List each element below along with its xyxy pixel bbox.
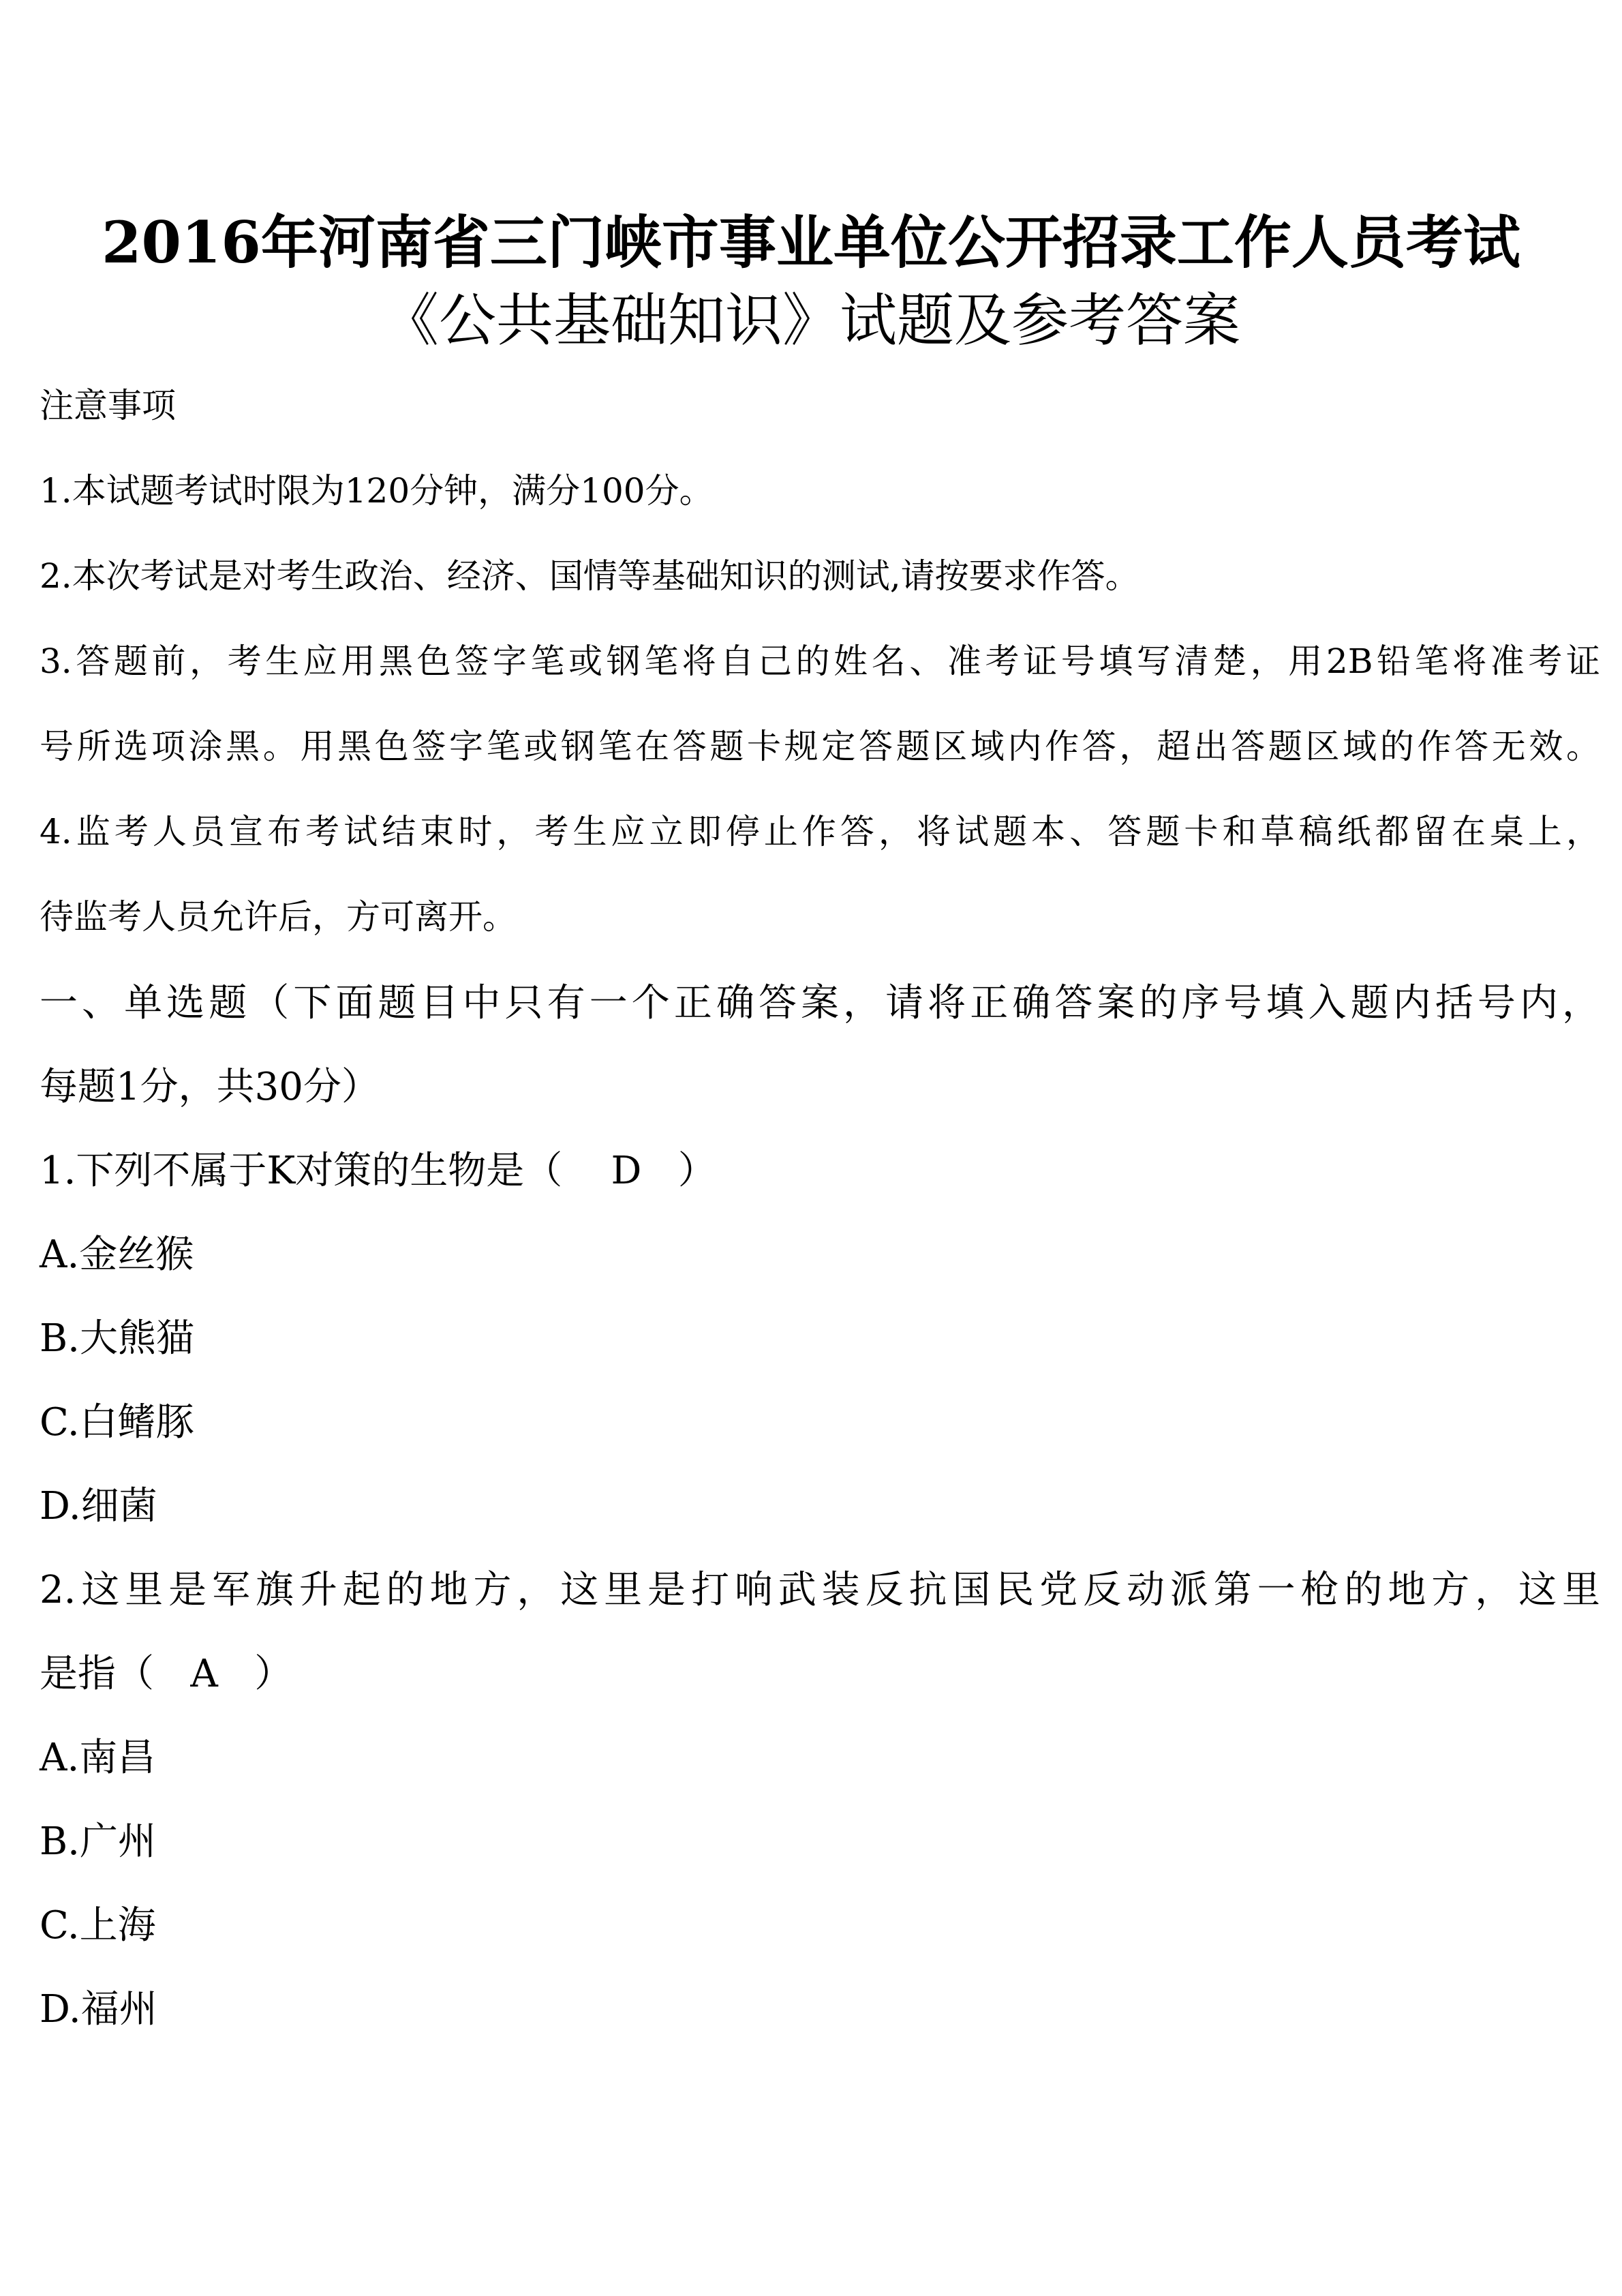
question-2-stem-line2 [40,1650,1600,1698]
notice-item-1: 1.本试题考试时限为120分钟，满分100分。 [40,471,714,511]
question-1-stem [40,1147,1600,1195]
question-1-option-c: C.白鳍豚 [40,1400,194,1445]
question-2-option-d: D.福州 [40,1987,157,2031]
question-1-answer: D [611,1149,642,1193]
question-1-close-paren: ） [677,1149,716,1193]
question-2-stem-text: 是指（ [40,1652,154,1696]
document-subtitle: 《公共基础知识》试题及参考答案 [381,287,1240,354]
question-2-close-paren: ） [254,1652,293,1696]
question-2-option-a: A.南昌 [40,1736,156,1780]
notice-item-3-line2: 号所选项涂黑。用黑色签字笔或钢笔在答题卡规定答题区域内作答，超出答题区域的作答无效。 [40,727,1600,766]
question-1-option-d: D.细菌 [40,1484,157,1528]
question-1-option-a: A.金丝猴 [40,1233,194,1277]
question-2-option-b: B.广州 [40,1819,156,1864]
notice-item-4-line2: 待监考人员允许后，方可离开。 [40,897,517,937]
question-1-option-b: B.大熊猫 [40,1316,194,1361]
question-2-answer: A [190,1652,218,1696]
notice-item-4-line1: 4.监考人员宣布考试结束时，考生应立即停止作答，将试题本、答题卡和草稿纸都留在桌上， [40,812,1600,851]
notice-item-3-line1: 3.答题前，考生应用黑色签字笔或钢笔将自己的姓名、准考证号填写清楚，用2B铅笔将准考证 [40,641,1600,681]
question-2-stem-line1: 2.这里是军旗升起的地方，这里是打响武装反抗国民党反动派第一枪的地方，这里 [40,1568,1600,1612]
question-2-option-c: C.上海 [40,1903,156,1948]
document-title: 2016年河南省三门峡市事业单位公开招录工作人员考试 [102,209,1520,276]
section-heading-line2: 每题1分，共30分） [40,1065,380,1109]
notice-item-2: 2.本次考试是对考生政治、经济、国情等基础知识的测试,请按要求作答。 [40,556,1139,596]
section-heading-line1: 一、单选题（下面题目中只有一个正确答案，请将正确答案的序号填入题内括号内， [40,981,1600,1025]
notice-heading: 注意事项 [40,386,176,425]
question-1-stem-text: 1.下列不属于K对策的生物是（ [40,1149,563,1193]
